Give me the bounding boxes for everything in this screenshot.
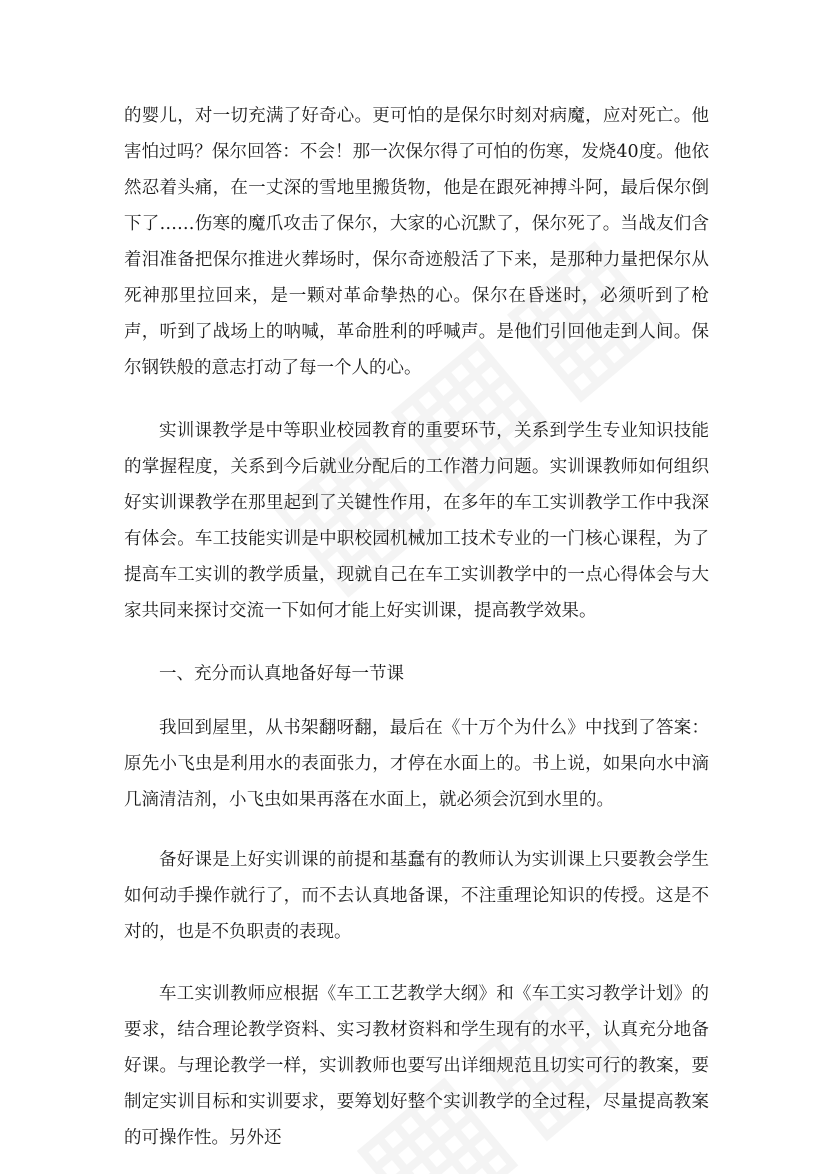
paragraph-intro: 实训课教学是中等职业校园教育的重要环节，关系到学生专业知识技能的掌握程度，关系到今后就业分配后的工作潜力问题。实训课教师如何组织好实训课教学在那里起到了关键性作用，在多年的车工实训教学工作中我深有体会。车工技能实训是中职校园机械加工技术专业的一门核心课程，为了提高车工实训的教学质量，现就自己在车工实训教学中的一点心得体会与大家共同来探讨交流一下如何才能上好实训课，提高教学效果。: [124, 421, 709, 621]
section-heading: 一、充分而认真地备好每一节课: [159, 664, 404, 684]
paragraph-answer: 我回到屋里，从书架翻呀翻，最后在《十万个为什么》中找到了答案：原先小飞虫是利用水的表面张力，才停在水面上的。书上说，如果向水中滴几滴清洁剂，小飞虫如果再落在水面上，就必须会沉到水里的。: [124, 718, 709, 810]
document-body: [124, 98, 709, 1174]
paragraph-continuation: 的婴儿，对一切充满了好奇心。更可怕的是保尔时刻对病魔，应对死亡。他害怕过吗？保尔回答：不会！那一次保尔得了可怕的伤寒，发烧40度。他依然忍着头痛，在一丈深的雪地里搬货物，他是在跟死神搏斗阿，最后保尔倒下了……伤寒的魔爪攻击了保尔，大家的心沉默了，保尔死了。当战友们含着泪准备把保尔推进火葬场时，保尔奇迹般活了下来，是那种力量把保尔从死神那里拉回来，是一颗对革命挚热的心。保尔在昏迷时，必须听到了枪声，听到了战场上的呐喊，革命胜利的呼喊声。是他们引回他走到人间。保尔钢铁般的意志打动了每一个人的心。: [124, 106, 709, 378]
paragraph-preparation: 备好课是上好实训课的前提和基蠢有的教师认为实训课上只要教会学生如何动手操作就行了，而不去认真地备课，不注重理论知识的传授。这是不对的，也是不负职责的表现。: [124, 850, 709, 942]
paragraph-teacher: 车工实训教师应根据《车工工艺教学大纲》和《车工实习教学计划》的要求，结合理论教学资料、实习教材资料和学生现有的水平，认真充分地备好课。与理论教学一样，实训教师也要写出详细规范且切实可行的教案，要制定实训目标和实训要求，要筹划好整个实训教学的全过程，尽量提高教案的可操作性。另外还: [124, 984, 709, 1148]
